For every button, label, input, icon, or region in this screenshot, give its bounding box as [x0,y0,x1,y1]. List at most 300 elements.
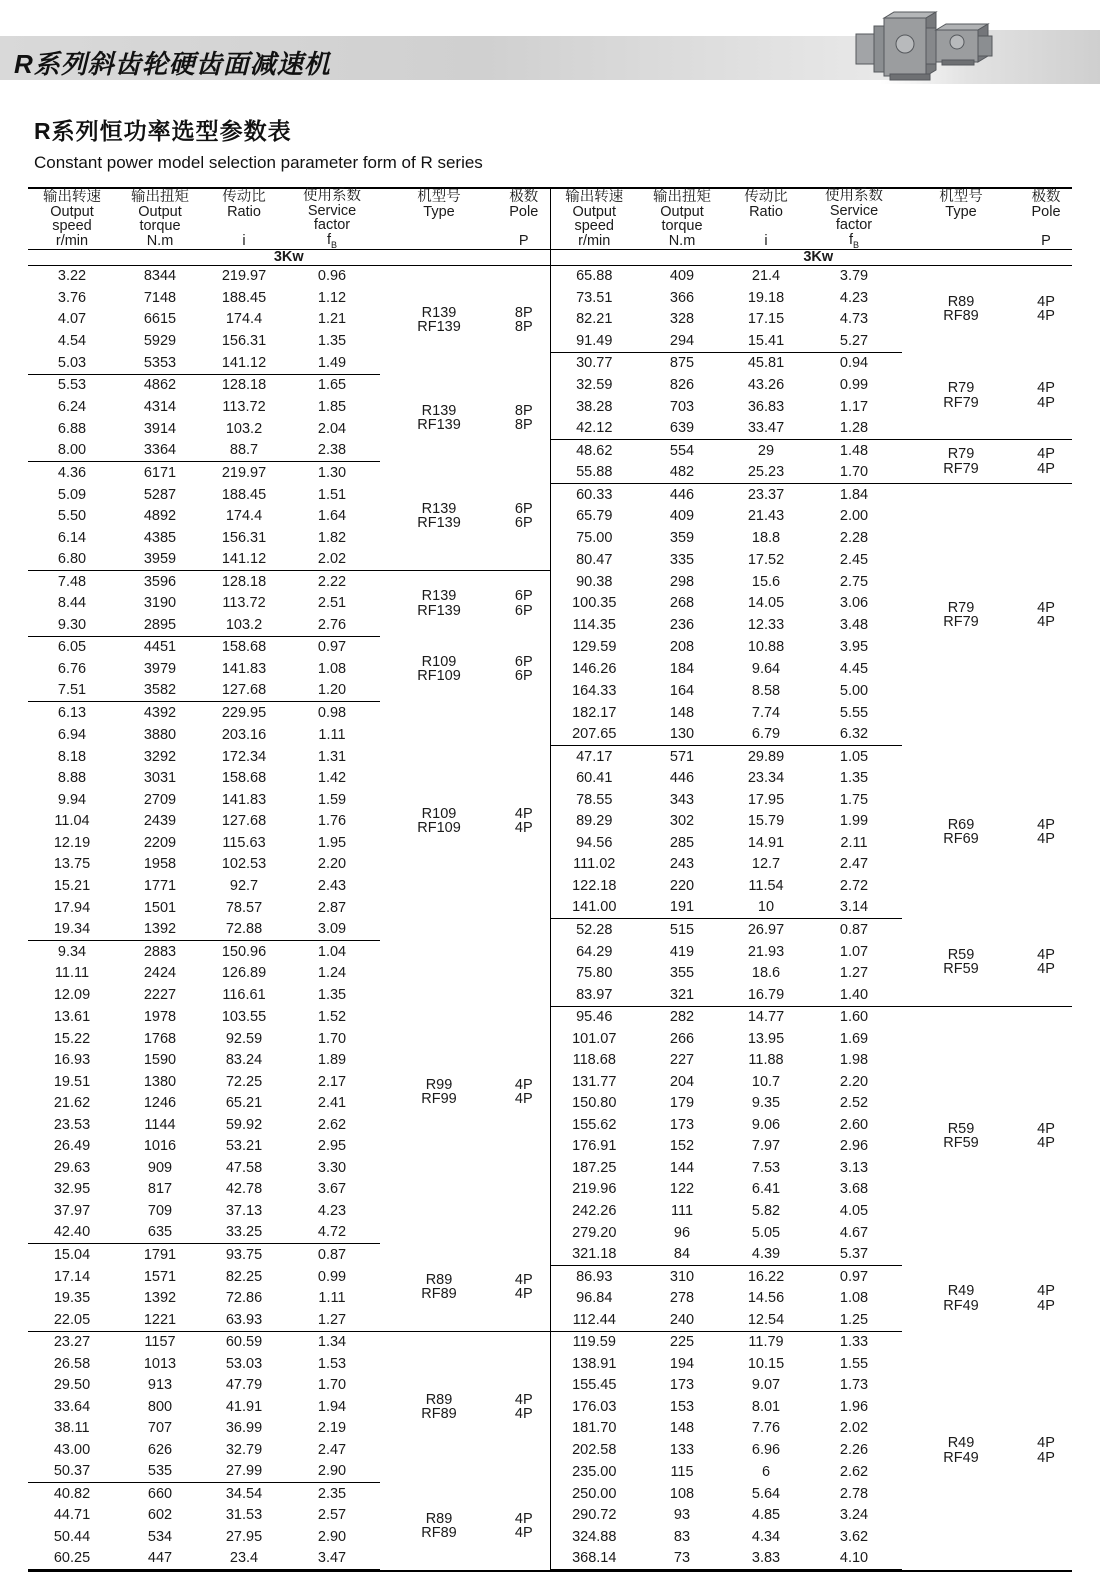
cell-pole: 8P 8P [514,402,533,434]
cell-ratio: 219.97 [221,464,267,481]
cell-service-factor: 1.27 [839,965,869,982]
cell-output-torque: 3031 [143,770,177,787]
cell-output-torque: 179 [669,1095,695,1112]
cell-service-factor: 3.09 [284,919,380,941]
cell-output-torque: 3596 [143,573,177,590]
cell-ratio: 10.88 [747,639,785,656]
cell-service-factor: 1.64 [317,508,347,525]
cell-ratio: 150.96 [221,943,267,960]
cell-service-factor: 2.26 [839,1441,869,1458]
cell-output-speed: 235.00 [550,1461,638,1483]
table-title-en: Constant power model selection parameter form of R series [34,153,483,172]
cell-service-factor: 1.70 [806,462,902,484]
cell-ratio: 128.18 [221,573,267,590]
cell-output-speed: 7.51 [28,680,116,702]
cell-service-factor: 1.96 [839,1398,869,1415]
cell-service-factor: 0.87 [317,1246,347,1263]
cell-output-torque: 8344 [143,268,177,285]
cell-service-factor: 3.47 [284,1548,380,1570]
cell-output-torque: 1958 [143,856,177,873]
cell-service-factor: 1.40 [806,984,902,1006]
cell-service-factor: 2.02 [284,549,380,571]
cell-ratio: 23.34 [747,770,785,787]
cell-service-factor: 1.35 [317,333,347,350]
cell-output-torque: 875 [669,355,695,372]
cell-type: R99 RF99 [421,1076,457,1108]
cell-output-torque: 93 [673,1507,691,1524]
cell-output-speed: 60.41 [550,768,638,790]
cell-service-factor: 1.04 [317,943,347,960]
cell-ratio: 116.61 [222,987,266,1004]
cell-ratio: 174.4 [225,508,263,525]
cell-ratio: 72.25 [225,1073,263,1090]
cell-output-torque: 5929 [143,333,177,350]
cell-ratio: 32.79 [225,1441,263,1458]
cell-service-factor: 1.28 [806,418,902,440]
cell-output-speed: 17.94 [53,899,91,916]
cell-output-speed: 176.03 [550,1396,638,1418]
cell-output-speed: 146.26 [550,658,638,680]
cell-output-speed: 52.28 [550,919,638,941]
cell-service-factor: 1.48 [839,442,869,459]
table-header-row [28,189,1072,250]
cell-output-speed: 50.37 [28,1461,116,1483]
cell-output-torque: 409 [669,508,695,525]
header-speed-unit: r/min [55,232,89,249]
cell-ratio: 47.58 [225,1159,263,1176]
cell-service-factor: 2.43 [317,877,347,894]
cell-output-torque: 243 [669,856,695,873]
cell-output-torque: 321 [638,984,726,1006]
cell-output-torque: 5353 [116,352,204,374]
cell-ratio: 15.79 [747,813,785,830]
cell-service-factor: 2.02 [839,1420,869,1437]
header-sf-cn: 使用系数 [303,188,361,204]
header-sf-en: Service [307,202,357,219]
cell-pole: 4P 4P [1037,599,1055,631]
cell-service-factor: 1.49 [284,352,380,374]
cell-output-torque: 447 [116,1548,204,1570]
cell-ratio: 37.13 [225,1202,263,1219]
cell-type: R79 RF79 [902,352,1020,440]
cell-output-speed: 83.97 [550,984,638,1006]
cell-ratio: 4.39 [726,1244,806,1266]
cell-service-factor: 1.70 [317,1030,347,1047]
cell-pole: 4P 4P [1037,1283,1055,1314]
cell-ratio: 174.4 [225,311,263,328]
cell-service-factor: 5.37 [806,1244,902,1266]
cell-output-torque: 208 [669,639,695,656]
cell-service-factor: 1.25 [806,1309,902,1331]
cell-output-torque: 3292 [143,748,177,765]
cell-ratio: 141.12 [204,352,284,374]
cell-service-factor: 2.19 [317,1420,347,1437]
table-row [28,440,1072,462]
cell-output-torque: 266 [669,1030,695,1047]
cell-service-factor: 1.08 [317,660,347,677]
section-label-right: 3Kw [550,250,1072,266]
cell-output-torque: 1791 [143,1246,177,1263]
cell-output-torque: 3582 [116,680,204,702]
cell-output-speed: 324.88 [550,1526,638,1548]
cell-output-torque: 639 [638,418,726,440]
cell-ratio: 5.82 [751,1202,781,1219]
header-ratio-cn: 传动比 [222,189,266,206]
cell-output-torque: 184 [669,660,695,677]
cell-type: R49 RF49 [943,1283,979,1314]
cell-ratio: 19.18 [747,289,785,306]
cell-output-speed: 187.25 [550,1157,638,1179]
cell-output-speed: 202.58 [550,1439,638,1461]
cell-type: R59 RF59 [943,1120,979,1152]
cell-type: R89 RF89 [943,293,979,325]
cell-ratio: 102.53 [221,856,267,873]
cell-service-factor: 1.53 [317,1355,347,1372]
cell-ratio: 47.79 [225,1377,263,1394]
page-title: R系列斜齿轮硬齿面减速机 [14,49,331,79]
cell-output-speed: 279.20 [550,1222,638,1244]
cell-service-factor: 1.52 [317,1009,347,1026]
cell-output-torque: 148 [669,1420,695,1437]
cell-output-speed: 6.13 [57,704,87,721]
cell-output-speed: 75.00 [550,527,638,549]
cell-service-factor: 1.75 [839,791,869,808]
cell-ratio: 10.15 [747,1355,785,1372]
cell-output-speed: 64.29 [550,941,638,963]
cell-ratio: 14.05 [747,595,785,612]
cell-ratio: 36.83 [747,398,785,415]
cell-output-speed: 44.71 [53,1507,91,1524]
cell-ratio: 103.2 [204,614,284,636]
cell-ratio: 115.63 [222,834,266,851]
cell-output-torque: 343 [669,791,695,808]
cell-output-torque: 282 [669,1009,695,1026]
cell-output-torque: 310 [669,1268,695,1285]
cell-output-torque: 515 [669,921,695,938]
cell-ratio: 9.06 [751,1116,781,1133]
cell-output-speed: 86.93 [550,1266,638,1288]
cell-output-speed: 91.49 [550,330,638,352]
table-row [28,1006,1072,1028]
cell-output-speed: 13.61 [53,1009,91,1026]
cell-output-torque: 236 [669,617,695,634]
cell-service-factor: 3.13 [839,1159,869,1176]
cell-ratio: 127.68 [204,680,284,702]
cell-output-speed: 26.58 [53,1355,91,1372]
cell-output-speed: 118.68 [550,1050,638,1072]
cell-service-factor: 0.98 [317,704,347,721]
cell-ratio: 113.72 [222,595,266,612]
cell-output-speed: 23.27 [53,1334,91,1351]
header-torque-en: Output [138,203,182,220]
header-pole-unit: P [518,232,529,249]
cell-output-speed: 29.63 [53,1159,91,1176]
cell-output-speed: 82.21 [550,309,638,331]
cell-output-speed: 55.88 [550,462,638,484]
header-speed-cn: 输出转速 [43,189,101,206]
cell-output-speed: 155.62 [550,1114,638,1136]
cell-output-torque: 535 [116,1461,204,1483]
cell-output-speed: 11.11 [54,965,90,982]
cell-ratio: 53.21 [225,1138,263,1155]
cell-output-speed: 155.45 [550,1375,638,1397]
header-type-en: Type [423,203,455,220]
cell-service-factor: 4.72 [284,1222,380,1244]
cell-output-torque: 709 [147,1202,173,1219]
cell-service-factor: 1.27 [284,1309,380,1331]
cell-output-speed: 94.56 [550,832,638,854]
cell-output-torque: 571 [669,748,695,765]
cell-output-speed: 30.77 [550,352,638,374]
cell-ratio: 9.64 [751,660,781,677]
cell-ratio: 3.83 [726,1548,806,1570]
cell-output-torque: 191 [638,897,726,919]
cell-ratio: 72.86 [225,1290,263,1307]
cell-pole: 4P 4P [1020,440,1072,484]
cell-service-factor: 2.57 [317,1507,347,1524]
cell-ratio: 103.2 [225,420,263,437]
cell-output-torque: 302 [669,813,695,830]
cell-output-torque: 6171 [143,464,177,481]
cell-ratio: 21.43 [747,508,785,525]
cell-output-speed: 141.00 [550,897,638,919]
cell-ratio: 92.59 [225,1030,263,1047]
cell-output-torque: 1392 [143,1290,177,1307]
cell-output-torque: 6615 [143,311,177,328]
cell-output-torque: 83 [673,1528,691,1545]
cell-output-speed: 131.77 [550,1071,638,1093]
header-pole-right: 极数 Pole P [1020,189,1072,250]
cell-output-torque: 152 [669,1138,695,1155]
cell-output-speed: 6.05 [57,639,87,656]
cell-output-speed: 73.51 [550,287,638,309]
cell-output-speed: 90.38 [550,571,638,593]
cell-output-torque: 4392 [143,704,177,721]
cell-ratio: 10 [726,897,806,919]
cell-output-torque: 115 [670,1463,694,1480]
cell-ratio: 16.22 [747,1268,785,1285]
cell-output-speed: 11.04 [54,813,90,830]
header-type-right: 机型号 Type [902,189,1020,250]
cell-output-speed: 12.19 [53,834,91,851]
cell-service-factor: 1.84 [839,486,869,503]
cell-service-factor: 2.00 [839,508,869,525]
cell-output-torque: 328 [669,311,695,328]
table-title-cn: R系列恒功率选型参数表 [34,118,292,144]
cell-ratio: 188.45 [221,289,267,306]
cell-output-speed: 26.49 [53,1138,91,1155]
cell-output-speed: 75.80 [550,963,638,985]
cell-ratio: 126.89 [221,965,267,982]
page-header [0,0,1100,95]
header-type-cn: 机型号 [417,189,461,206]
cell-service-factor: 1.69 [839,1030,869,1047]
cell-output-torque: 2227 [143,987,177,1004]
cell-output-torque: 355 [669,965,695,982]
cell-ratio: 158.68 [221,770,267,787]
cell-service-factor: 1.73 [839,1377,869,1394]
cell-output-speed: 5.09 [57,486,87,503]
cell-ratio: 21.4 [751,268,781,285]
cell-service-factor: 2.28 [839,529,869,546]
cell-output-torque: 144 [669,1159,695,1176]
cell-output-speed: 5.53 [57,377,87,394]
cell-output-speed: 219.96 [550,1179,638,1201]
cell-ratio: 12.54 [726,1309,806,1331]
header-sf-en2: factor [313,217,351,233]
cell-service-factor: 3.79 [839,268,869,285]
cell-ratio: 21.93 [747,943,785,960]
cell-output-torque: 5287 [143,486,177,503]
cell-ratio: 6.96 [751,1441,781,1458]
cell-ratio: 15.6 [751,573,781,590]
cell-output-torque: 268 [669,595,695,612]
cell-service-factor: 3.62 [839,1528,869,1545]
cell-service-factor: 1.94 [317,1398,347,1415]
cell-service-factor: 1.11 [318,1290,346,1307]
cell-ratio: 229.95 [221,704,267,721]
cell-ratio: 14.56 [747,1290,785,1307]
cell-output-torque: 626 [147,1441,173,1458]
header-speed-en2: speed [52,218,92,235]
cell-output-speed: 89.29 [550,811,638,833]
cell-output-torque: 602 [147,1507,173,1524]
header-pole-en: Pole [509,203,539,220]
cell-output-torque: 2209 [143,834,177,851]
cell-output-speed: 129.59 [550,636,638,658]
cell-output-torque: 419 [669,943,695,960]
cell-service-factor: 1.98 [839,1052,869,1069]
header-ratio-unit: i [242,232,246,249]
cell-ratio: 7.74 [751,704,781,721]
cell-ratio: 12.33 [747,617,785,634]
cell-output-torque: 2895 [116,614,204,636]
cell-service-factor: 0.96 [317,268,347,285]
cell-ratio: 141.83 [221,660,267,677]
cell-output-torque: 800 [147,1398,173,1415]
header-pole-left [498,189,550,250]
cell-output-torque: 1392 [116,919,204,941]
header-type-left [380,189,498,250]
cell-output-torque: 1771 [143,877,177,894]
cell-ratio: 8.01 [751,1398,781,1415]
cell-ratio: 42.78 [225,1181,263,1198]
cell-pole: 4P 4P [1037,1120,1055,1152]
cell-output-torque: 703 [669,398,695,415]
cell-output-torque: 111 [670,1202,694,1219]
cell-type: R109 RF109 [417,653,461,685]
cell-output-torque: 225 [669,1334,695,1351]
cell-output-speed: 48.62 [550,440,638,462]
cell-output-speed: 176.91 [550,1136,638,1158]
cell-service-factor: 3.48 [839,617,869,634]
cell-ratio: 7.97 [751,1138,781,1155]
cell-output-speed: 4.07 [57,311,87,328]
cell-output-torque: 359 [669,529,695,546]
cell-output-torque: 635 [116,1222,204,1244]
section-label-row [28,250,1072,266]
cell-output-torque: 366 [669,289,695,306]
section-titles [34,113,1100,173]
cell-service-factor: 4.05 [839,1202,869,1219]
cell-output-speed: 8.44 [57,595,87,612]
cell-ratio: 29.89 [747,748,785,765]
cell-ratio: 7.53 [751,1159,781,1176]
cell-output-torque: 96 [673,1224,691,1241]
cell-output-torque: 660 [147,1485,173,1502]
cell-service-factor: 1.35 [317,987,347,1004]
cell-output-speed: 111.02 [550,854,638,876]
cell-ratio: 5.64 [751,1485,781,1502]
cell-ratio: 31.53 [225,1507,263,1524]
cell-output-torque: 817 [147,1181,173,1198]
cell-output-torque: 204 [669,1073,695,1090]
cell-ratio: 60.59 [225,1334,263,1351]
cell-service-factor: 2.76 [284,614,380,636]
cell-service-factor: 0.94 [839,355,869,372]
cell-output-speed: 3.22 [57,268,87,285]
cell-service-factor: 1.55 [839,1355,869,1372]
cell-ratio: 188.45 [221,486,267,503]
cell-output-speed: 60.25 [28,1548,116,1570]
header-sf-left [284,189,380,250]
cell-ratio: 127.68 [221,813,267,830]
cell-service-factor: 0.97 [839,1268,869,1285]
cell-output-speed: 32.59 [550,374,638,396]
cell-ratio: 41.91 [225,1398,263,1415]
cell-ratio: 26.97 [747,921,785,938]
cell-service-factor: 2.51 [317,595,347,612]
cell-ratio: 7.76 [751,1420,781,1437]
cell-service-factor: 5.00 [839,682,869,699]
cell-service-factor: 2.47 [839,856,869,873]
cell-service-factor: 1.89 [317,1052,347,1069]
cell-pole: 4P 4P [1037,293,1055,325]
cell-output-torque: 534 [147,1528,173,1545]
gear-motor-image [850,4,1010,88]
cell-ratio: 11.79 [748,1334,784,1351]
header-sf-unit: $f_B$ [326,231,338,250]
cell-ratio: 14.91 [747,834,785,851]
cell-ratio: 33.47 [726,418,806,440]
cell-output-speed: 15.22 [53,1030,91,1047]
cell-output-torque: 1246 [143,1095,177,1112]
cell-ratio: 59.92 [225,1116,263,1133]
cell-ratio: 4.85 [751,1507,781,1524]
cell-service-factor: 3.67 [317,1181,347,1198]
cell-output-speed: 9.30 [28,614,116,636]
cell-output-torque: 164 [669,682,695,699]
cell-service-factor: 2.75 [839,573,869,590]
cell-output-torque: 108 [669,1485,695,1502]
cell-output-torque: 1590 [143,1052,177,1069]
cell-service-factor: 1.70 [317,1377,347,1394]
cell-output-torque: 3959 [116,549,204,571]
cell-pole: 6P 6P [498,462,550,571]
cell-output-torque: 122 [669,1181,695,1198]
cell-output-speed: 6.76 [57,660,87,677]
cell-output-speed: 6.14 [57,529,87,546]
cell-service-factor: 1.34 [317,1334,347,1351]
cell-type: R89 RF89 [380,1244,498,1332]
cell-service-factor: 2.20 [317,856,347,873]
cell-service-factor: 1.17 [839,398,869,415]
cell-ratio: 6.79 [726,724,806,746]
cell-output-speed: 78.55 [550,789,638,811]
cell-ratio: 141.12 [204,549,284,571]
cell-service-factor: 2.47 [317,1441,347,1458]
cell-output-speed: 17.14 [53,1268,91,1285]
